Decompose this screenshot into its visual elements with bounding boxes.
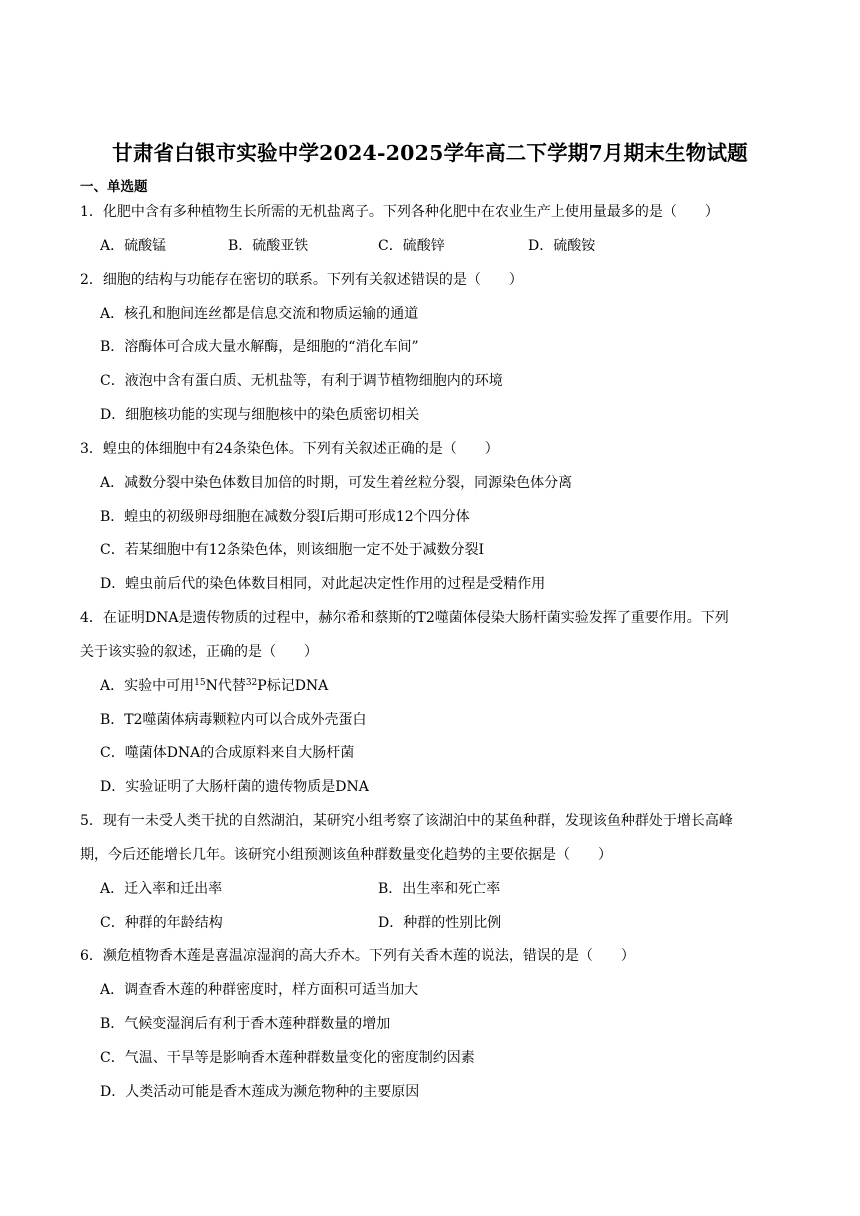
question-1-option-a: A．硫酸锰 xyxy=(100,238,167,254)
question-1-option-c: C．硫酸锌 xyxy=(378,238,445,254)
question-1-option-d: D．硫酸铵 xyxy=(528,238,596,254)
question-4-stem-line-2: 关于该实验的叙述，正确的是（ ） xyxy=(80,644,318,660)
question-2-stem: 2．细胞的结构与功能存在密切的联系。下列有关叙述错误的是（ ） xyxy=(80,272,523,288)
isotope-superscript-32: 32 xyxy=(245,678,258,688)
question-6-option-b: B．气候变湿润后有利于香木莲种群数量的增加 xyxy=(100,1016,391,1032)
question-6-option-a: A．调查香木莲的种群密度时，样方面积可适当加大 xyxy=(100,982,419,998)
question-2-option-c: C．液泡中含有蛋白质、无机盐等，有利于调节植物细胞内的环境 xyxy=(100,373,503,389)
question-2-option-d: D．细胞核功能的实现与细胞核中的染色质密切相关 xyxy=(100,407,420,423)
question-4-option-a: A．实验中可用$^{15}$N代替$^{32}$P标记DNA xyxy=(100,678,329,694)
question-4-option-d: D．实验证明了大肠杆菌的遗传物质是DNA xyxy=(100,779,369,795)
question-5-stem-line-1: 5．现有一未受人类干扰的自然湖泊，某研究小组考察了该湖泊中的某鱼种群，发现该鱼种群处于增长高峰 xyxy=(80,813,733,829)
question-3-option-c: C．若某细胞中有12条染色体，则该细胞一定不处于减数分裂Ⅰ xyxy=(100,542,485,558)
question-5-option-c: C．种群的年龄结构 xyxy=(100,915,223,931)
isotope-superscript-15: 15 xyxy=(194,678,206,688)
question-1-option-b: B．硫酸亚铁 xyxy=(228,238,309,254)
question-6-option-d: D．人类活动可能是香木莲成为濒危物种的主要原因 xyxy=(100,1084,420,1100)
question-3-option-d: D．蝗虫前后代的染色体数目相同，对此起决定性作用的过程是受精作用 xyxy=(100,576,546,592)
question-3-option-a: A．减数分裂中染色体数目加倍的时期，可发生着丝粒分裂，同源染色体分离 xyxy=(100,475,573,491)
question-3-option-b: B．蝗虫的初级卵母细胞在减数分裂Ⅰ后期可形成12个四分体 xyxy=(100,509,470,525)
question-4-stem-line-1: 4．在证明DNA是遗传物质的过程中，赫尔希和蔡斯的T2噬菌体侵染大肠杆菌实验发挥了重要作用。下列 xyxy=(80,610,729,626)
question-2-option-b: B．溶酶体可合成大量水解酶，是细胞的“消化车间” xyxy=(100,339,419,355)
question-6-stem: 6．濒危植物香木莲是喜温凉湿润的高大乔木。下列有关香木莲的说法，错误的是（ ） xyxy=(80,948,635,964)
question-4-option-b: B．T2噬菌体病毒颗粒内可以合成外壳蛋白 xyxy=(100,712,367,728)
question-5-option-b: B．出生率和死亡率 xyxy=(378,881,501,897)
question-2-option-a: A．核孔和胞间连丝都是信息交流和物质运输的通道 xyxy=(100,306,419,322)
question-5-stem-line-2: 期，今后还能增长几年。该研究小组预测该鱼种群数量变化趋势的主要依据是（ ） xyxy=(80,847,612,863)
question-1-stem: 1．化肥中含有多种植物生长所需的无机盐离子。下列各种化肥中在农业生产上使用量最多的是（ ） xyxy=(80,204,719,220)
question-5-option-d: D．种群的性别比例 xyxy=(378,915,502,931)
question-6-option-c: C．气温、干旱等是影响香木莲种群数量变化的密度制约因素 xyxy=(100,1050,475,1066)
page-title: 甘肃省白银市实验中学2024-2025学年高二下学期7月期末生物试题 xyxy=(112,141,748,165)
question-4-option-c: C．噬菌体DNA的合成原料来自大肠杆菌 xyxy=(100,745,355,761)
question-5-option-a: A．迁入率和迁出率 xyxy=(100,881,223,897)
section-heading: 一、单选题 xyxy=(80,179,148,195)
question-3-stem: 3．蝗虫的体细胞中有24条染色体。下列有关叙述正确的是（ ） xyxy=(80,441,499,457)
